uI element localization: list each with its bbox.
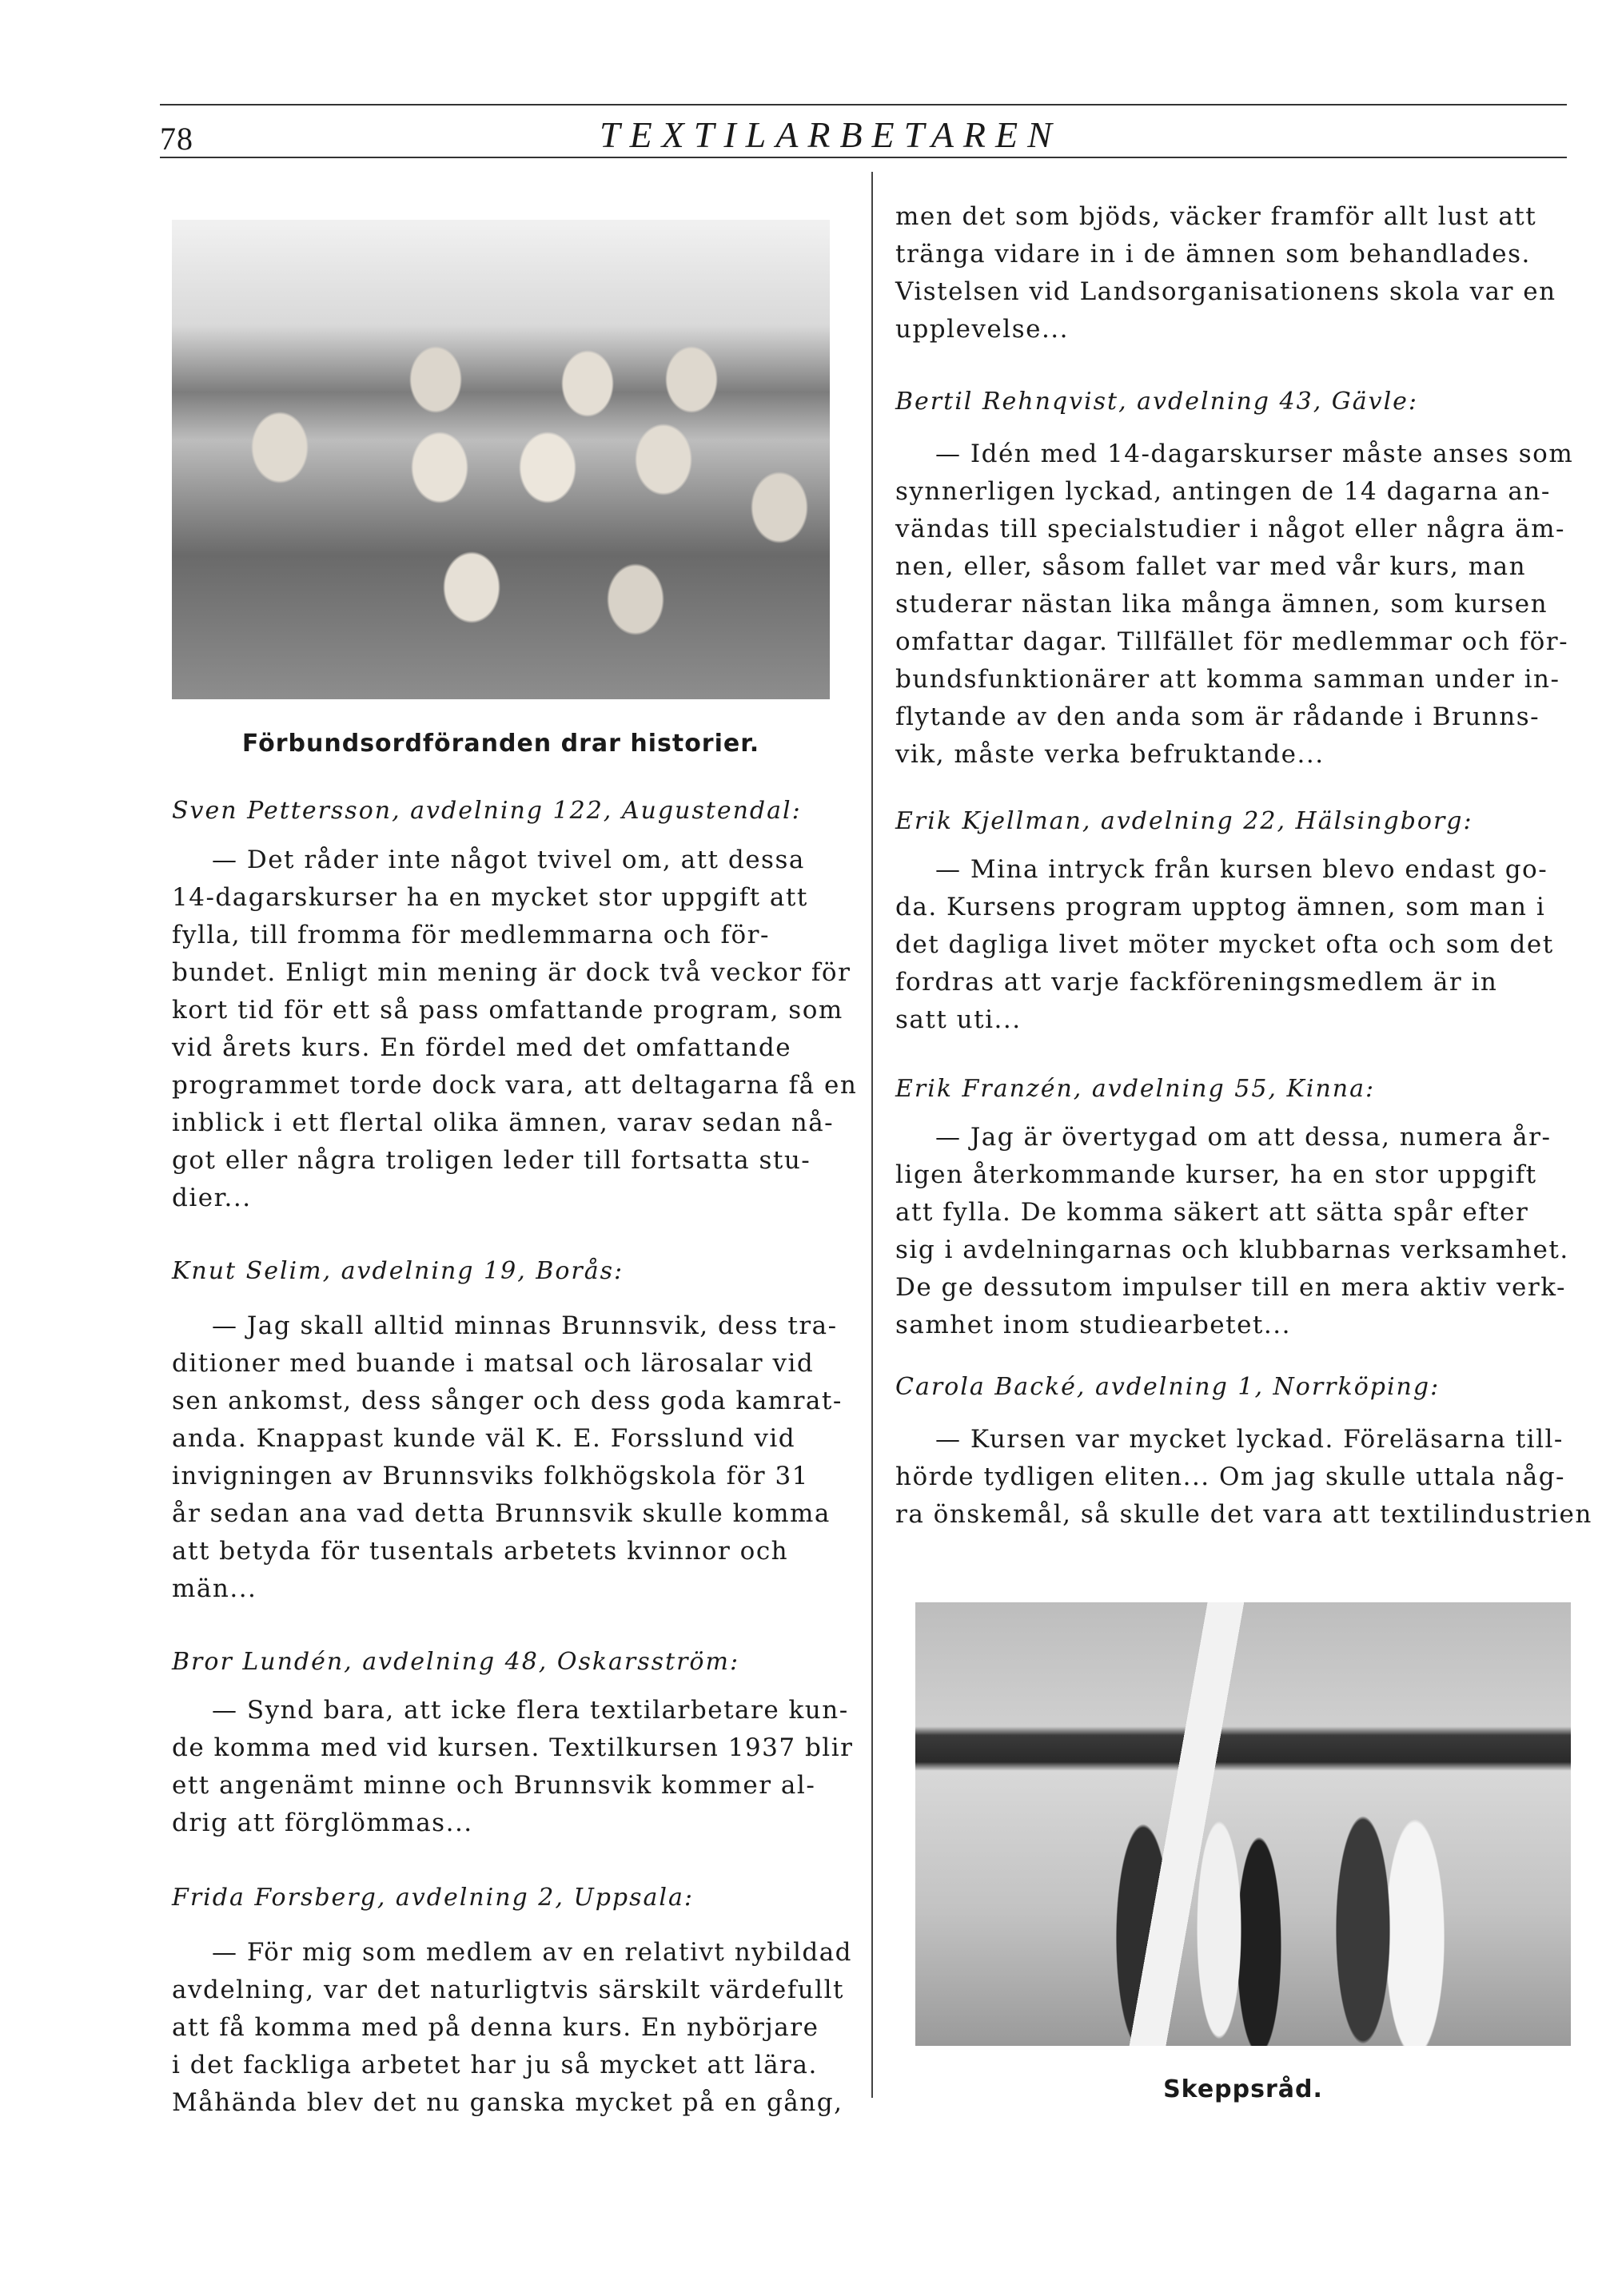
text-line: avdelning, var det naturligtvis särskilt värdefullt — [172, 1976, 844, 2004]
text-line: da. Kursens program upptog ämnen, som man i — [895, 893, 1546, 921]
text-line: att få komma med på denna kurs. En nybörjare — [172, 2013, 819, 2042]
text-line: upplevelse... — [895, 315, 1070, 344]
text-line: kort tid för ett så pass omfattande program, som — [172, 996, 843, 1025]
text-line: bundet. Enligt min mening är dock två veckor för — [172, 958, 851, 987]
entry-text — [172, 1692, 854, 1842]
photo-caption-top: Förbundsordföranden drar historier. — [241, 730, 760, 758]
text-line: vid årets kurs. En fördel med det omfattande — [172, 1033, 792, 1062]
entry-author: Erik Kjellman, avdelning 22, Hälsingborg: — [895, 807, 1473, 835]
text-line: i det fackliga arbetet har ju så mycket att lära. — [172, 2051, 818, 2079]
entry-text — [895, 1421, 1592, 1534]
text-line: anda. Knappast kunde väl K. E. Forsslund vid — [172, 1424, 796, 1453]
text-line: vik, måste verka befruktande... — [895, 740, 1325, 769]
text-line: ra önskemål, så skulle det vara att textilindustrien — [895, 1500, 1592, 1529]
text-line: De ge dessutom impulser till en mera aktiv verk- — [895, 1273, 1566, 1302]
text-line: vändas till specialstudier i något eller några äm- — [895, 515, 1566, 543]
header-rule-bottom — [160, 157, 1567, 158]
text-line: fylla, till fromma för medlemmarna och för- — [172, 921, 770, 949]
entry-text — [895, 851, 1579, 1039]
text-line: flytande av den anda som är rådande i Brunns- — [895, 702, 1540, 731]
text-line: män... — [172, 1574, 257, 1603]
text-line: de komma med vid kursen. Textilkursen 1937 blir — [172, 1733, 854, 1762]
text-line: ligen återkommande kurser, ha en stor uppgift — [895, 1160, 1537, 1189]
text-line: got eller några troligen leder till fortsatta stu- — [172, 1146, 811, 1175]
boat-photo — [915, 1602, 1571, 2046]
text-line: 14-dagarskurser ha en mycket stor uppgift att — [172, 883, 808, 912]
text-line: samhet inom studiearbetet... — [895, 1311, 1291, 1339]
text-line: ett angenämt minne och Brunnsvik kommer al- — [172, 1771, 816, 1800]
text-line: men det som bjöds, väcker framför allt lust att — [895, 202, 1537, 231]
text-line: satt uti... — [895, 1005, 1022, 1034]
text-line: att fylla. De komma säkert att sätta spår efter — [895, 1198, 1529, 1227]
column-divider — [871, 172, 873, 2098]
text-line: omfattar dagar. Tillfället för medlemmar och för- — [895, 627, 1569, 656]
entry-text — [172, 1307, 847, 1608]
text-line: år sedan ana vad detta Brunnsvik skulle komma — [172, 1499, 831, 1528]
text-line: — Jag är övertygad om att dessa, numera år- — [935, 1123, 1552, 1152]
text-line: sig i avdelningarnas och klubbarnas verksamhet. — [895, 1236, 1569, 1264]
text-line: dier... — [172, 1184, 252, 1212]
text-line: att betyda för tusentals arbetets kvinnor och — [172, 1537, 789, 1566]
entry-author: Bertil Rehnqvist, avdelning 43, Gävle: — [895, 388, 1419, 416]
text-line: programmet torde dock vara, att deltagarna få en — [172, 1071, 858, 1100]
text-line: — Det råder inte något tvivel om, att dessa — [212, 846, 805, 874]
entry-text — [172, 1934, 853, 2122]
text-line: inblick i ett flertal olika ämnen, varav sedan nå- — [172, 1108, 835, 1137]
entry-text — [172, 842, 858, 1217]
text-line: sen ankomst, dess sånger och dess goda kamrat- — [172, 1387, 843, 1415]
text-line: hörde tydligen eliten... Om jag skulle uttala någ- — [895, 1462, 1566, 1491]
page-number: 78 — [160, 121, 193, 157]
photo-caption-bottom: Skeppsråd. — [1163, 2075, 1323, 2103]
entry-text — [895, 436, 1579, 774]
text-line: tränga vidare in i de ämnen som behandlades. — [895, 240, 1531, 269]
entry-author: Knut Selim, avdelning 19, Borås: — [172, 1257, 624, 1285]
intro-text — [895, 198, 1579, 348]
text-line: synnerligen lyckad, antingen de 14 dagarna an- — [895, 477, 1551, 506]
text-line: fordras att varje fackföreningsmedlem är in — [895, 968, 1498, 997]
magazine-title: TEXTILARBETAREN — [600, 114, 1062, 155]
text-line: Måhända blev det nu ganska mycket på en gång, — [172, 2088, 843, 2117]
text-line: — Mina intryck från kursen blevo endast go- — [935, 855, 1548, 884]
entry-text — [895, 1119, 1579, 1344]
header-rule-top — [160, 104, 1567, 105]
text-line: — Kursen var mycket lyckad. Föreläsarna till- — [935, 1425, 1564, 1454]
text-line: studerar nästan lika många ämnen, som kursen — [895, 590, 1548, 619]
text-line: ditioner med buande i matsal och lärosalar vid — [172, 1349, 815, 1378]
text-line: nen, eller, såsom fallet var med vår kurs, man — [895, 552, 1527, 581]
text-line: Vistelsen vid Landsorganisationens skola var en — [895, 277, 1556, 306]
text-line: — Idén med 14-dagarskurser måste anses som — [935, 440, 1574, 468]
entry-author: Erik Franzén, avdelning 55, Kinna: — [895, 1075, 1376, 1103]
entry-author: Bror Lundén, avdelning 48, Oskarsström: — [172, 1648, 740, 1676]
text-line: drig att förglömmas... — [172, 1809, 473, 1837]
text-line: det dagliga livet möter mycket ofta och som det — [895, 930, 1554, 959]
group-photo — [172, 220, 830, 699]
text-line: — Synd bara, att icke flera textilarbetare kun- — [212, 1696, 849, 1725]
entry-author: Carola Backé, avdelning 1, Norrköping: — [895, 1373, 1441, 1401]
entry-author: Sven Pettersson, avdelning 122, Augustendal: — [172, 797, 802, 825]
text-line: — För mig som medlem av en relativt nybildad — [212, 1938, 853, 1967]
entry-author: Frida Forsberg, avdelning 2, Uppsala: — [172, 1884, 695, 1912]
text-line: bundsfunktionärer att komma samman under in- — [895, 665, 1560, 694]
text-line: invigningen av Brunnsviks folkhögskola för 31 — [172, 1462, 809, 1490]
text-line: — Jag skall alltid minnas Brunnsvik, dess tra- — [212, 1311, 838, 1340]
